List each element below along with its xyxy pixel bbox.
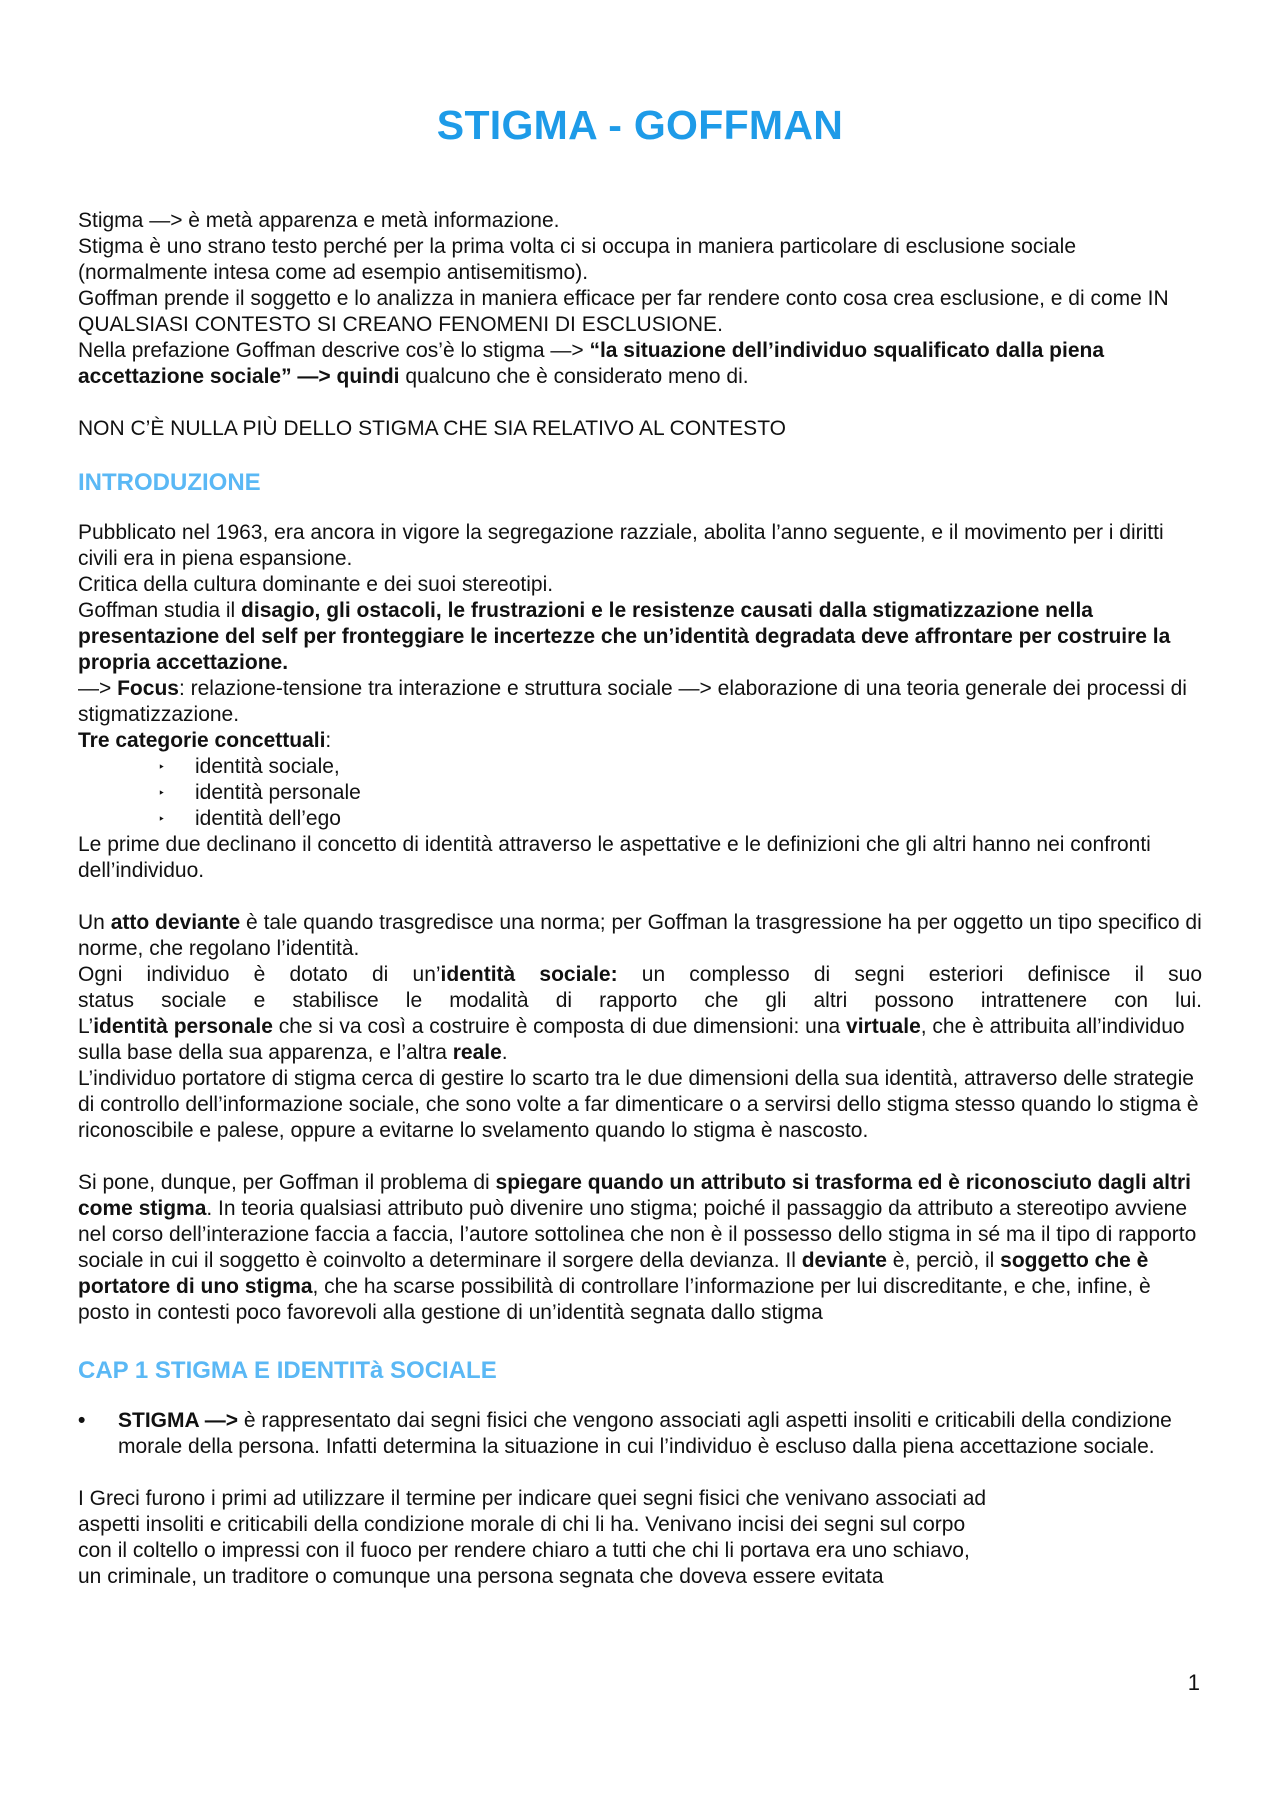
section-heading-cap1: CAP 1 STIGMA E IDENTITà SOCIALE	[78, 1357, 497, 1384]
section-heading-introduzione: INTRODUZIONE	[78, 469, 261, 496]
identita-personale: identità personale	[93, 1015, 273, 1038]
introduzione-paragraph-2: Critica della cultura dominante e dei suoi stereotipi.	[78, 573, 554, 596]
list-item	[158, 780, 1202, 806]
introduzione-paragraph-1: Pubblicato nel 1963, era ancora in vigore la segregazione razziale, abolita l’anno seguente, e il movimento per i diritti civili era in piena espansione.	[78, 521, 1164, 570]
identita-sociale: identità sociale:	[440, 963, 618, 986]
p10-bold-1: spiegare quando un attributo si trasforma ed è riconosciuto dagli altri come stigma	[78, 1171, 1191, 1220]
p8-text-2: che si va così a costruire è composta di due dimensioni: una	[272, 1015, 847, 1038]
bullet-dot-icon: •	[78, 1409, 86, 1432]
intro-line-4-end: qualcuno che è considerato meno di.	[399, 365, 749, 388]
p8-text-1: L’	[78, 1015, 94, 1038]
p8-text-3: , che è attribuita all’individuo sulla base della sua apparenza, e l’altra	[78, 1015, 1185, 1064]
list-item-text: identità sociale,	[195, 755, 340, 778]
categories-label-bold: Tre categorie concettuali	[78, 729, 326, 752]
introduzione-paragraph-5: Le prime due declinano il concetto di identità attraverso le aspettative e le definizioni che gli altri hanno nei confronti dell’individuo.	[78, 833, 1151, 882]
p7-text-2: un complesso di segni esteriori definisce il suo	[617, 963, 1202, 986]
p4-arrow: —>	[78, 677, 118, 700]
intro-caps-statement: NON C’È NULLA PIÙ DELLO STIGMA CHE SIA RELATIVO AL CONTESTO	[78, 417, 786, 440]
introduzione-paragraph-6	[78, 910, 1202, 962]
greci-line-2: aspetti insoliti e criticabili della condizione morale di chi li ha. Venivano incisi dei segni sul corpo	[78, 1513, 966, 1536]
introduzione-paragraph-9: L’individuo portatore di stigma cerca di gestire lo scarto tra le due dimensioni della sua identità, attraverso delle strategie di controllo dell’informazione sociale, che sono volte a far dimenticare o a servirsi dello stigma stesso quando lo stigma è riconoscibile e palese, oppure a evitarne lo svelamento quando lo stigma è nascosto.	[78, 1067, 1199, 1142]
intro-line-4-text: Nella prefazione Goffman descrive cos’è lo stigma —>	[78, 339, 590, 362]
introduzione-paragraph-3	[78, 598, 1202, 676]
triangle-bullet-icon: ‣	[158, 760, 166, 774]
p6-text-2: è tale quando trasgredisce una norma; per Goffman la trasgressione ha per oggetto un tipo specifico di norme, che regolano l’identità.	[78, 911, 1202, 960]
p10-text-1: Si pone, dunque, per Goffman il problema di	[78, 1171, 496, 1194]
p10-text-2: . In teoria qualsiasi attributo può divenire uno stigma; poiché il passaggio da attributo a stereotipo avviene nel corso dell’interazione faccia a faccia, l’autore sottolinea che non è il possesso dello stigma in sé ma il tipo di rapporto sociale in cui il soggetto è coinvolto a determinare il sorgere della devianza. Il	[78, 1197, 1197, 1272]
deviante: deviante	[801, 1249, 887, 1272]
virtuale: virtuale	[846, 1015, 921, 1038]
p6-text-1: Un	[78, 911, 111, 934]
introduzione-paragraph-4	[78, 676, 1202, 728]
stigma-bullet	[78, 1408, 1202, 1460]
intro-line-1: Stigma —> è metà apparenza e metà informazione.	[78, 209, 560, 232]
atto-deviante: atto deviante	[110, 911, 241, 934]
p10-text-4: , che ha scarse possibilità di controllare l’informazione per lui discreditante, e che, infine, è posto in contesti poco favorevoli alla gestione di un’identità segnata dallo stigma	[78, 1275, 1151, 1324]
page-title: STIGMA - GOFFMAN	[436, 102, 844, 148]
list-item	[158, 806, 1202, 832]
categories-list	[78, 754, 1202, 832]
intro-line-3: Goffman prende il soggetto e lo analizza in maniera efficace per far rendere conto cosa crea esclusione, e di come IN QUALSIASI CONTESTO SI CREANO FENOMENI DI ESCLUSIONE.	[78, 287, 1169, 336]
triangle-bullet-icon: ‣	[158, 812, 166, 826]
introduzione-paragraph-8	[78, 1014, 1202, 1066]
p10-bold-2: soggetto che è portatore di uno stigma	[78, 1249, 1149, 1298]
greci-line-3: con il coltello o impressi con il fuoco per rendere chiaro a tutti che chi li portava era uno schiavo,	[78, 1539, 970, 1562]
greci-line-1: I Greci furono i primi ad utilizzare il termine per indicare quei segni fisici che venivano associati ad	[78, 1487, 987, 1510]
categories-label-colon: :	[325, 729, 332, 752]
triangle-bullet-icon: ‣	[158, 786, 166, 800]
introduzione-paragraph-10	[78, 1170, 1202, 1326]
stigma-label: STIGMA —>	[118, 1409, 238, 1432]
stigma-definition: “la situazione dell’individuo squalificato dalla piena accettazione sociale” —> quindi	[78, 339, 1105, 388]
p8-text-4: .	[501, 1041, 508, 1064]
p3-bold: disagio, gli ostacoli, le frustrazioni e le resistenze causati dalla stigmatizzazione nella presentazione del self per fronteggiare le incertezze che un’identità degradata deve affrontare per costruire la propria accettazione.	[78, 599, 1171, 674]
p3-text: Goffman studia il	[78, 599, 242, 622]
page-number: 1	[1187, 1670, 1200, 1695]
p4-text: : relazione-tensione tra interazione e struttura sociale —> elaborazione di una teoria generale dei processi di stigmatizzazione.	[78, 677, 1187, 726]
list-item-text: identità personale	[195, 781, 361, 804]
introduzione-paragraph-7-line-1	[78, 962, 1202, 988]
intro-line-2: Stigma è uno strano testo perché per la prima volta ci si occupa in maniera particolare di esclusione sociale (normalmente intesa come ad esempio antisemitismo).	[78, 235, 1077, 284]
introduzione-paragraph-7-line-2: status sociale e stabilisce le modalità di rapporto che gli altri possono intrattenere con lui.	[78, 989, 1202, 1012]
list-item	[158, 754, 1202, 780]
p7-text-1: Ogni individuo è dotato di un’	[78, 963, 441, 986]
reale: reale	[452, 1041, 502, 1064]
greci-line-4: un criminale, un traditore o comunque una persona segnata che doveva essere evitata	[78, 1565, 884, 1588]
list-item-text: identità dell’ego	[195, 807, 341, 830]
focus-label: Focus	[117, 677, 179, 700]
p10-text-3: è, perciò, il	[886, 1249, 1001, 1272]
stigma-bullet-text: è rappresentato dai segni fisici che vengono associati agli aspetti insoliti e criticabili della condizione morale della persona. Infatti determina la situazione in cui l’individuo è escluso dalla piena accettazione sociale.	[118, 1409, 1172, 1458]
intro-line-4	[78, 338, 1202, 390]
categories-label	[78, 728, 1202, 754]
